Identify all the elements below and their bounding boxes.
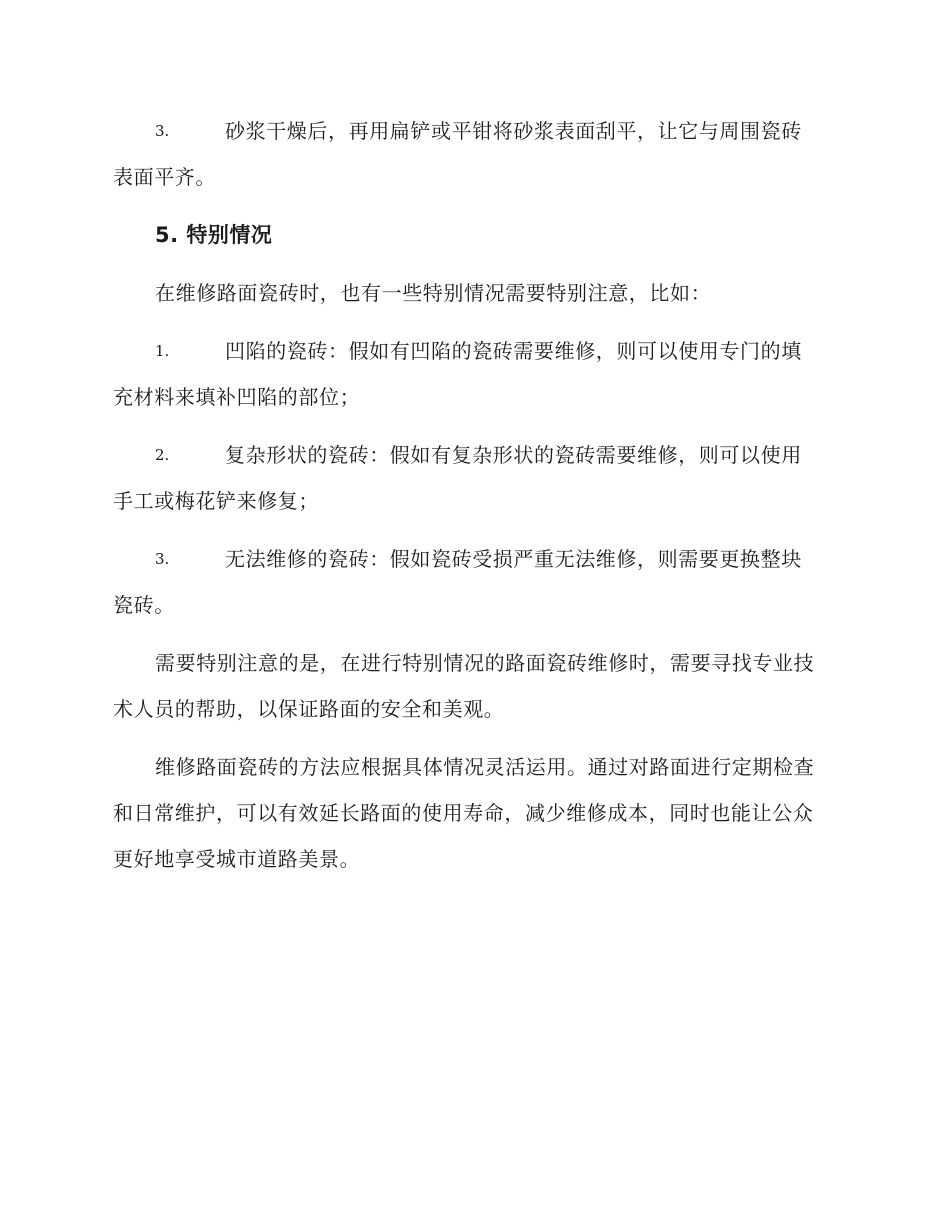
list-item-text: 砂浆干燥后，再用扁铲或平钳将砂浆表面刮平，让它与周围瓷砖 — [225, 119, 802, 143]
list-item-continuation: 手工或梅花铲来修复； — [113, 489, 319, 513]
list-item-text: 无法维修的瓷砖：假如瓷砖受损严重无法维修，则需要更换整块 — [225, 547, 802, 571]
document-body — [113, 108, 833, 894]
list-number: 3. — [155, 122, 170, 140]
list-item-special-case-3 — [113, 536, 833, 628]
list-item-first-line — [113, 536, 833, 582]
list-item-first-line — [113, 328, 833, 374]
list-item-continuation: 表面平齐。 — [113, 165, 216, 189]
list-item-continuation: 瓷砖。 — [113, 593, 175, 617]
list-item-special-case-2 — [113, 432, 833, 524]
list-item-continuation: 充材料来填补凹陷的部位； — [113, 385, 361, 409]
intro-paragraph: 在维修路面瓷砖时，也有一些特别情况需要特别注意，比如： — [155, 281, 712, 305]
section-heading: 5. 特别情况 — [155, 223, 273, 247]
list-item-text: 复杂形状的瓷砖：假如有复杂形状的瓷砖需要维修，则可以使用 — [225, 443, 802, 467]
list-item-first-line — [113, 108, 833, 154]
conclusion-paragraph: 维修路面瓷砖的方法应根据具体情况灵活运用。通过对路面进行定期检查和日常维护，可以有效延长路面的使用寿命，减少维修成本，同时也能让公众更好地享受城市道路美景。 — [113, 755, 815, 871]
list-number: 2. — [155, 446, 170, 464]
list-item-special-case-1 — [113, 328, 833, 420]
note-paragraph: 需要特别注意的是，在进行特别情况的路面瓷砖维修时，需要寻找专业技术人员的帮助，以保证路面的安全和美观。 — [113, 651, 815, 721]
list-item-step-3 — [113, 108, 833, 200]
list-item-first-line — [113, 432, 833, 478]
list-item-text: 凹陷的瓷砖：假如有凹陷的瓷砖需要维修，则可以使用专门的填 — [225, 339, 802, 363]
list-number: 3. — [155, 550, 170, 568]
list-number: 1. — [155, 342, 170, 360]
